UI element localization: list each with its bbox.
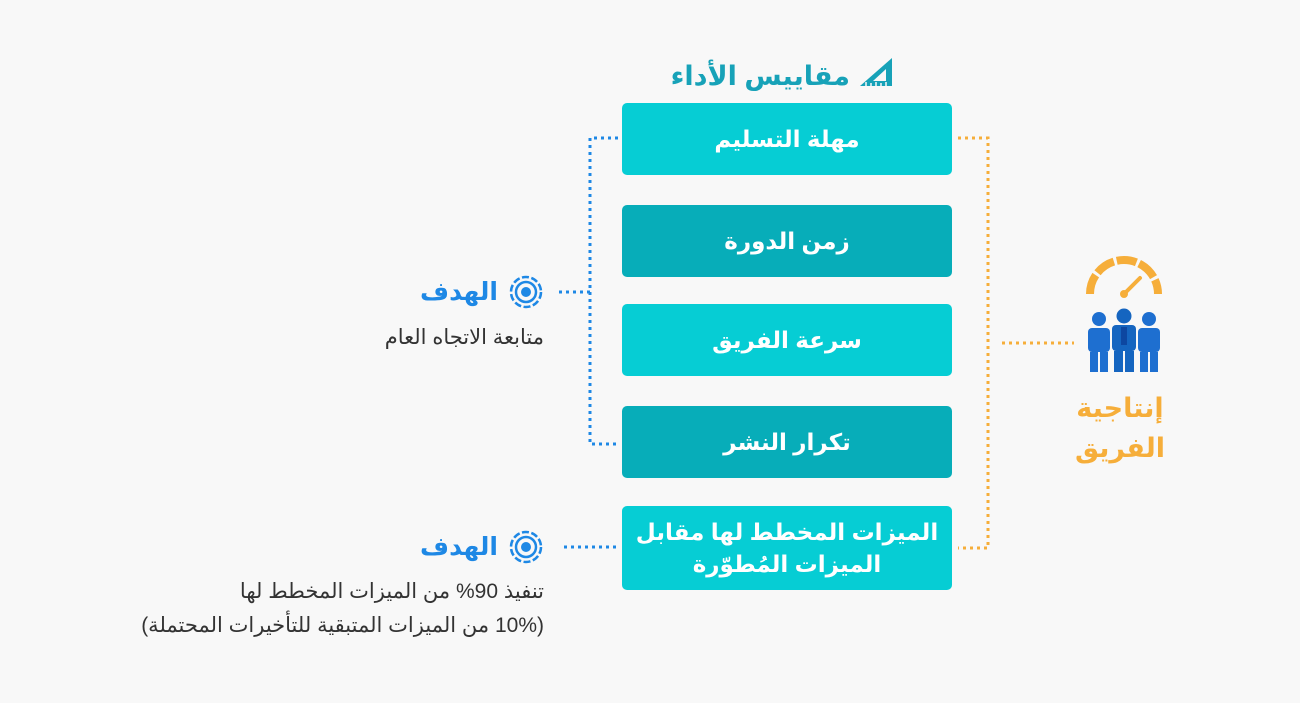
goal1-label: الهدف bbox=[420, 278, 498, 306]
metric-lead-time: مهلة التسليم bbox=[622, 103, 952, 175]
page-title: مقاييس الأداء bbox=[670, 61, 850, 91]
productivity-bracket bbox=[958, 138, 988, 548]
metric-deployment-frequency: تكرار النشر bbox=[622, 406, 952, 478]
metric-team-velocity: سرعة الفريق bbox=[622, 304, 952, 376]
metric-planned-vs-developed bbox=[622, 506, 952, 590]
goal1-description: متابعة الاتجاه العام bbox=[384, 326, 544, 349]
team-icon bbox=[1084, 308, 1164, 374]
ruler-icon bbox=[858, 56, 894, 88]
metric-cycle-time: زمن الدورة bbox=[622, 205, 952, 277]
goal1-bracket bbox=[590, 138, 618, 444]
goal2-description-line1: تنفيذ 90% من الميزات المخطط لها bbox=[239, 580, 544, 603]
productivity-label: إنتاجية الفريق bbox=[1074, 393, 1166, 463]
goal2-label: الهدف bbox=[420, 533, 498, 561]
metric-line-2: الميزات المُطوّرة bbox=[692, 551, 882, 577]
gauge-icon bbox=[1084, 256, 1164, 300]
metric-line-1: الميزات المخطط لها مقابل bbox=[635, 519, 939, 545]
goal2-description-line2: (10% من الميزات المتبقية للتأخيرات المحتملة) bbox=[141, 614, 544, 637]
target-icon bbox=[508, 529, 544, 565]
target-icon bbox=[508, 274, 544, 310]
